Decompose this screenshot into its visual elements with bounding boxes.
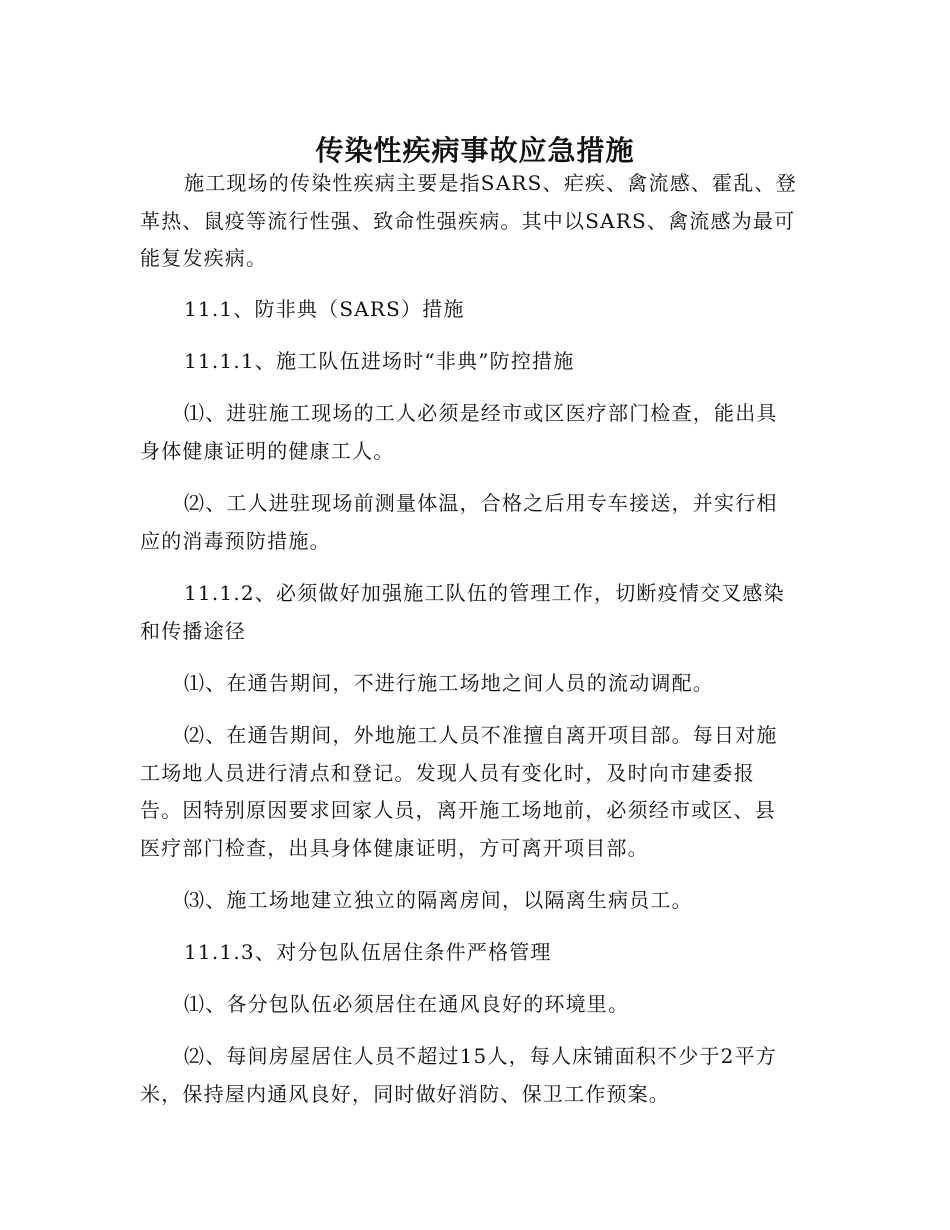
paragraph-line: ⑴、在通告期间，不进行施工场地之间人员的流动调配。 [184, 671, 714, 695]
section-heading-11-1-1 [140, 343, 800, 381]
paragraph-line: ⑵、工人进驻现场前测量体温，合格之后用专车接送，并实行相 [184, 491, 778, 515]
paragraph-line: ⑵、每间房屋居住人员不超过15人，每人床铺面积不少于2平方 [184, 1044, 777, 1068]
paragraph-line: 11.1.2、必须做好加强施工队伍的管理工作，切断疫情交叉感染 [184, 581, 785, 605]
paragraph-line: 应的消毒预防措施。 [140, 528, 331, 553]
list-item-paragraph [140, 665, 800, 703]
list-item-paragraph [140, 485, 800, 560]
list-item-paragraph [140, 395, 800, 470]
paragraph-line: 能复发疾病。 [140, 246, 268, 270]
list-item-paragraph [140, 717, 800, 867]
paragraph-line: 11.1.1、施工队伍进场时“非典”防控措施 [184, 349, 575, 373]
paragraph-line: 11.1、防非典（SARS）措施 [184, 297, 465, 321]
paragraph-line: 医疗部门检查，出具身体健康证明，方可离开项目部。 [140, 835, 649, 860]
paragraph-line: ⑴、各分包队伍必须居住在通风良好的环境里。 [184, 992, 630, 1016]
paragraph-line: ⑵、在通告期间，外地施工人员不准擅自离开项目部。每日对施 [184, 723, 778, 747]
list-item-paragraph [140, 882, 800, 920]
list-item-paragraph [140, 986, 800, 1024]
paragraph-line: ⑶、施工场地建立独立的隔离房间，以隔离生病员工。 [184, 888, 693, 912]
paragraph-line: 工场地人员进行清点和登记。发现人员有变化时，及时向市建委报 [140, 760, 755, 785]
paragraph-line: 和传播途径 [140, 618, 246, 643]
paragraph-line: 告。因特别原因要求回家人员，离开施工场地前，必须经市或区、县 [140, 798, 776, 822]
paragraph-line: 11.1.3、对分包队伍居住条件严格管理 [184, 940, 552, 964]
paragraph-line: 施工现场的传染性疾病主要是指SARS、疟疾、禽流感、霍乱、登 [184, 171, 797, 195]
section-heading-11-1-2 [140, 575, 800, 650]
paragraph-line: 革热、鼠疫等流行性强、致命性强疾病。其中以SARS、禽流感为最可 [140, 208, 796, 233]
list-item-paragraph [140, 1038, 800, 1113]
paragraph-line: ⑴、进驻施工现场的工人必须是经市或区医疗部门检查，能出具 [184, 401, 778, 425]
intro-paragraph [140, 165, 800, 278]
paragraph-line: 米，保持屋内通风良好，同时做好消防、保卫工作预案。 [140, 1081, 670, 1106]
paragraph-line: 身体健康证明的健康工人。 [140, 438, 395, 463]
section-heading-11-1 [140, 291, 800, 329]
section-heading-11-1-3 [140, 934, 800, 972]
page-title: 传染性疾病事故应急措施 [315, 133, 635, 167]
